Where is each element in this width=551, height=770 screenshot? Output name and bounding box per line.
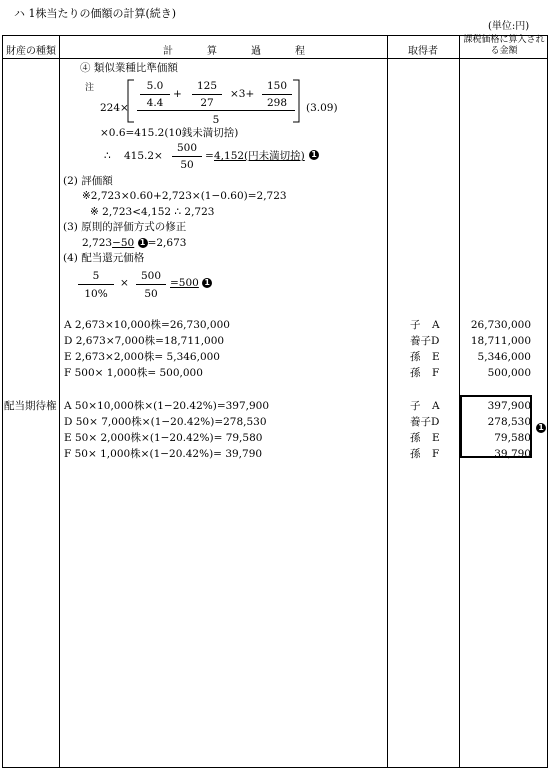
dividend-row-acquirer-name: E (432, 432, 440, 444)
marker-1-badge: 1 (309, 150, 319, 160)
left-bracket (127, 79, 135, 123)
comparable-line2: ×0.6=415.2(10銭未満切捨) (100, 127, 239, 139)
dividend-row-calc: E 50× 2,000株×(1−20.42%)= 79,580 (64, 432, 263, 444)
fraction-bar (262, 94, 292, 95)
share-row-acquirer-relation: 孫 (410, 351, 421, 363)
col-divider (59, 36, 60, 767)
main-fraction-bar (137, 110, 295, 111)
header-calc-1: 計 (163, 46, 173, 57)
header-calc-4: 程 (295, 46, 305, 57)
dividend-row-acquirer-relation: 孫 (410, 448, 421, 460)
share-row-acquirer-relation: 養子D (410, 335, 440, 347)
share-row-calc: D 2,673×7,000株=18,711,000 (64, 335, 225, 347)
header-divider (3, 58, 547, 59)
divisor: 5 (212, 114, 220, 126)
therefore-symbol: ∴ (104, 150, 111, 162)
valuation-title: (2) 評価額 (63, 175, 113, 187)
share-row-acquirer-relation: 子 (410, 319, 421, 331)
note-label: 注 (85, 83, 95, 93)
dividend-row-acquirer-name: F (432, 448, 440, 460)
dividend-row-acquirer-relation: 孫 (410, 432, 421, 444)
header-taxable-amount: 課税価格に算入される金額 (463, 35, 545, 56)
marker-1-badge: 1 (138, 238, 148, 248)
share-row-acquirer-relation: 孫 (410, 367, 421, 379)
fraction-bar (136, 284, 166, 285)
dividend-row-acquirer-name: A (432, 400, 440, 412)
asset-name: 配当期待権 (4, 400, 57, 412)
correction-adjustment: −50 (112, 237, 135, 249)
valuation-line1: ※2,723×0.60+2,723×(1−0.60)=2,723 (82, 190, 287, 202)
share-row-amount: 18,711,000 (470, 335, 531, 347)
share-row-amount: 500,000 (487, 367, 531, 379)
dividend-row-amount: 278,530 (487, 416, 531, 428)
comparable-title: ④ 類似業種比準価額 (80, 62, 178, 74)
header-asset-type: 財産の種類 (6, 46, 56, 57)
share-row-acquirer-name: F (432, 367, 440, 379)
header-acquirer: 取得者 (408, 46, 438, 57)
dividend-price-title: (4) 配当還元価格 (63, 252, 145, 264)
dividend-f1-denominator: 10% (84, 288, 108, 300)
share-row-acquirer-name: E (432, 351, 440, 363)
correction-result: =2,673 (147, 237, 187, 249)
comparable-result: 4,152(円未満切捨) (214, 150, 305, 162)
marker-1-badge: 1 (536, 423, 546, 433)
dividend-amounts-box (460, 395, 532, 458)
dividend-f2-numerator: 500 (140, 270, 162, 282)
dividend-result: =500 (170, 277, 199, 289)
fraction-2-denominator: 27 (200, 97, 214, 109)
share-row-calc: F 500× 1,000株= 500,000 (64, 367, 203, 379)
valuation-line2: ※ 2,723<4,152 ∴ 2,723 (90, 206, 215, 218)
fraction-3-numerator: 150 (266, 80, 288, 92)
dividend-f1-numerator: 5 (92, 270, 100, 282)
dividend-row-acquirer-relation: 子 (410, 400, 421, 412)
fraction-bar (78, 284, 114, 285)
fraction-3-denominator: 298 (266, 97, 288, 109)
comparable-base: 224× (100, 102, 129, 114)
fraction-2-numerator: 125 (196, 80, 218, 92)
fraction-bar (192, 94, 222, 95)
fraction-1-numerator: 5.0 (146, 80, 164, 92)
share-row-calc: A 2,673×10,000株=26,730,000 (64, 319, 230, 331)
dividend-times: × (120, 277, 129, 289)
share-row-acquirer-name: A (432, 319, 440, 331)
correction-value: 2,723 (82, 237, 113, 249)
fraction-1-denominator: 4.4 (146, 97, 164, 109)
dividend-row-amount: 39,790 (494, 448, 531, 460)
share-row-amount: 5,346,000 (477, 351, 531, 363)
times-three: ×3+ (230, 88, 255, 100)
dividend-row-calc: F 50× 1,000株×(1−20.42%)= 39,790 (64, 448, 263, 460)
share-row-calc: E 2,673×2,000株= 5,346,000 (64, 351, 220, 363)
fraction-bar (140, 94, 170, 95)
header-calc-3: 過 (251, 46, 261, 57)
comparable-line3-pre: 415.2× (124, 150, 163, 162)
correction-title: (3) 原則的評価方式の修正 (63, 221, 187, 233)
line3-equals: = (205, 150, 214, 162)
dividend-row-calc: D 50× 7,000株×(1−20.42%)=278,530 (64, 416, 267, 428)
ratio: (3.09) (306, 102, 338, 114)
dividend-f2-denominator: 50 (144, 288, 158, 300)
line3-denominator: 50 (180, 159, 194, 171)
line3-numerator: 500 (176, 142, 198, 154)
marker-1-badge: 1 (202, 278, 212, 288)
dividend-row-calc: A 50×10,000株×(1−20.42%)=397,900 (64, 400, 270, 412)
unit-label: (単位:円) (488, 21, 530, 32)
share-row-amount: 26,730,000 (470, 319, 531, 331)
section-heading: ハ 1株当たりの価額の計算(続き) (14, 7, 177, 20)
col-divider (387, 36, 388, 767)
dividend-row-amount: 397,900 (487, 400, 531, 412)
fraction-bar (172, 156, 202, 157)
header-calc-2: 算 (207, 46, 217, 57)
plus-sign: + (173, 88, 182, 100)
dividend-row-acquirer-relation: 養子D (410, 416, 440, 428)
dividend-row-amount: 79,580 (494, 432, 531, 444)
